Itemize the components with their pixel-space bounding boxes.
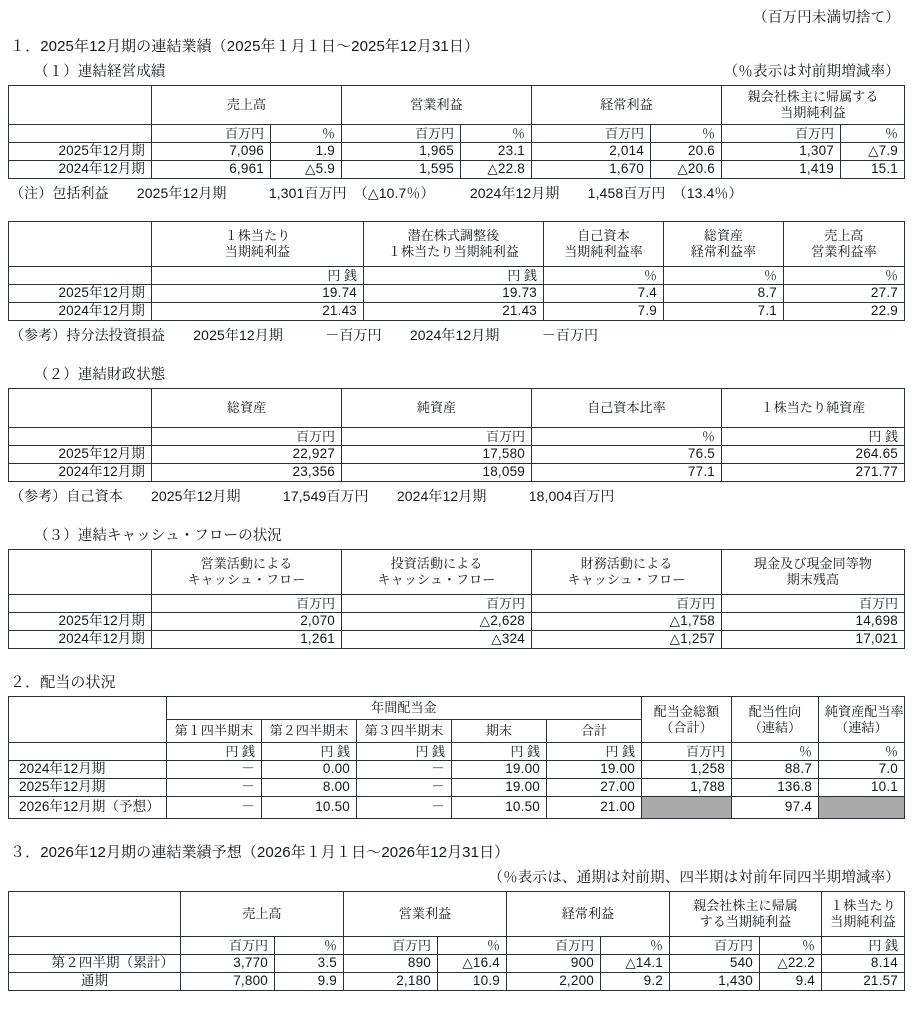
unit-money-np: 百万円 bbox=[670, 937, 760, 955]
cell-np-amount: 1,419 bbox=[722, 161, 841, 179]
cell-np-pct: 9.4 bbox=[760, 973, 822, 991]
unit-row bbox=[9, 937, 905, 955]
cell-operating-cf: 1,261 bbox=[152, 631, 342, 649]
col-header-year-end: 期末 bbox=[452, 720, 547, 743]
table-row bbox=[9, 285, 905, 303]
cell-cash-equivalents: 14,698 bbox=[722, 613, 905, 631]
unit-yen-sen-q3: 円 銭 bbox=[357, 743, 452, 761]
cell-roe: 7.4 bbox=[544, 285, 664, 303]
dividend-table bbox=[8, 696, 905, 819]
table-row bbox=[9, 973, 905, 991]
table-header-row bbox=[9, 389, 905, 428]
col-header-q2-end: 第２四半期末 bbox=[262, 720, 357, 743]
cell-bps: 264.65 bbox=[722, 446, 905, 464]
cell-cash-equivalents: 17,021 bbox=[722, 631, 905, 649]
col-header-net-income-attributable bbox=[722, 86, 905, 125]
col-header-payout-line1: 配当性向 bbox=[748, 703, 802, 719]
cell-year-end-dividend: 10.50 bbox=[452, 797, 547, 819]
cell-q2-dividend: 0.00 bbox=[262, 761, 357, 779]
col-header-eps-line2: 当期純利益 bbox=[224, 244, 291, 259]
financial-position-table bbox=[8, 388, 905, 482]
cell-np-pct: 15.1 bbox=[841, 161, 905, 179]
cell-eps: 21.57 bbox=[822, 973, 905, 991]
cell-roa: 7.1 bbox=[664, 303, 784, 321]
cell-bps: 271.77 bbox=[722, 464, 905, 482]
cell-op-amount: 1,965 bbox=[342, 143, 461, 161]
col-header-total-assets: 総資産 bbox=[152, 389, 342, 428]
cell-ord-pct: 9.2 bbox=[601, 973, 670, 991]
unit-row bbox=[9, 743, 905, 761]
col-header-doe-line2: （連結） bbox=[835, 719, 888, 735]
cell-ord-amount: 2,200 bbox=[507, 973, 601, 991]
row-label: 2025年12月期 bbox=[9, 143, 152, 161]
table-header-row bbox=[9, 892, 905, 937]
cell-opm: 27.7 bbox=[784, 285, 905, 303]
corner-cell bbox=[9, 222, 152, 267]
corner-cell bbox=[9, 389, 152, 428]
col-header-np-line1: 親会社株主に帰属する bbox=[747, 89, 879, 105]
table-row bbox=[9, 631, 905, 649]
table-row bbox=[9, 779, 905, 797]
cell-financing-cf: △1,257 bbox=[532, 631, 722, 649]
col-header-diluted-eps bbox=[364, 222, 544, 267]
col-header-payout-line2: （連結） bbox=[748, 719, 802, 735]
col-header-op-cf-line2: キャッシュ・フロー bbox=[187, 572, 306, 587]
cell-total-assets: 22,927 bbox=[152, 446, 342, 464]
cell-sales-amount: 3,770 bbox=[181, 955, 275, 973]
col-header-roa-line2: 経常利益率 bbox=[690, 244, 757, 259]
cell-total-dividend: 19.00 bbox=[547, 761, 642, 779]
cell-ord-pct: △14.1 bbox=[601, 955, 670, 973]
unit-money-sales: 百万円 bbox=[181, 937, 275, 955]
col-header-inv-cf-line2: キャッシュ・フロー bbox=[377, 572, 496, 587]
cell-net-assets: 18,059 bbox=[342, 464, 532, 482]
unit-yen-sen-total: 円 銭 bbox=[547, 743, 642, 761]
row-label: 2024年12月期 bbox=[9, 631, 152, 649]
unit-row bbox=[9, 595, 905, 613]
cell-sales-pct: 9.9 bbox=[275, 973, 344, 991]
cell-dividend-on-equity: 7.0 bbox=[819, 761, 905, 779]
table-row bbox=[9, 161, 905, 179]
col-header-roa bbox=[664, 222, 784, 267]
equity-method-note: （参考）持分法投資損益 2025年12月期 －百万円 2024年12月期 －百万円 bbox=[10, 327, 599, 343]
unit-money-np: 百万円 bbox=[722, 125, 841, 143]
unit-row-label bbox=[9, 125, 152, 143]
unit-pct-roa: ％ bbox=[664, 267, 784, 285]
corner-cell bbox=[9, 892, 181, 937]
cell-dividend-on-equity-unavailable bbox=[819, 797, 905, 819]
col-header-cash-equivalents bbox=[722, 550, 905, 595]
unit-row-label bbox=[9, 428, 152, 446]
cell-ord-amount: 900 bbox=[507, 955, 601, 973]
col-header-operating-income: 営業利益 bbox=[342, 86, 532, 125]
cell-q1-dividend: － bbox=[167, 761, 262, 779]
section1-sub2-heading: （２）連結財政状態 bbox=[34, 367, 166, 383]
cell-sales-amount: 7,096 bbox=[152, 143, 271, 161]
unit-money-op: 百万円 bbox=[342, 125, 461, 143]
row-label: 2025年12月期 bbox=[9, 779, 167, 797]
section3-heading: ３．2026年12月期の連結業績予想（2026年１月１日～2026年12月31日） bbox=[10, 844, 510, 861]
cell-op-amount: 1,595 bbox=[342, 161, 461, 179]
col-header-inv-cf-line1: 投資活動による bbox=[390, 556, 483, 572]
unit-money-ord: 百万円 bbox=[532, 125, 651, 143]
cell-investing-cf: △2,628 bbox=[342, 613, 532, 631]
unit-money-total-amount: 百万円 bbox=[642, 743, 732, 761]
cell-sales-pct: △5.9 bbox=[271, 161, 342, 179]
col-header-equity-ratio: 自己資本比率 bbox=[532, 389, 722, 428]
rounding-note: （百万円未満切捨て） bbox=[753, 10, 900, 26]
row-label: 2024年12月期 bbox=[9, 303, 152, 321]
unit-money-op-cf: 百万円 bbox=[152, 595, 342, 613]
col-header-op-cf-line1: 営業活動による bbox=[200, 556, 293, 572]
cell-opm: 22.9 bbox=[784, 303, 905, 321]
table-row bbox=[9, 613, 905, 631]
table-header-row-top bbox=[9, 697, 905, 720]
row-label: 2025年12月期 bbox=[9, 446, 152, 464]
cell-op-pct: 10.9 bbox=[438, 973, 507, 991]
cell-roe: 7.9 bbox=[544, 303, 664, 321]
col-header-roe-line1: 自己資本 bbox=[577, 228, 630, 244]
cell-np-amount: 540 bbox=[670, 955, 760, 973]
cell-op-amount: 890 bbox=[344, 955, 438, 973]
col-header-net-income-attributable bbox=[670, 892, 822, 937]
col-header-net-assets: 純資産 bbox=[342, 389, 532, 428]
row-label: 2024年12月期 bbox=[9, 161, 152, 179]
unit-yen-sen-deps: 円 銭 bbox=[364, 267, 544, 285]
col-header-net-sales: 売上高 bbox=[152, 86, 342, 125]
unit-money-fin-cf: 百万円 bbox=[532, 595, 722, 613]
unit-yen-sen-q2: 円 銭 bbox=[262, 743, 357, 761]
col-header-bps: １株当たり純資産 bbox=[722, 389, 905, 428]
per-share-indicators-table bbox=[8, 221, 905, 321]
table-row bbox=[9, 446, 905, 464]
cell-op-pct: △16.4 bbox=[438, 955, 507, 973]
col-header-total: 合計 bbox=[547, 720, 642, 743]
col-header-operating-income: 営業利益 bbox=[344, 892, 507, 937]
unit-pct-np: ％ bbox=[760, 937, 822, 955]
col-header-operating-margin bbox=[784, 222, 905, 267]
table-header-row bbox=[9, 222, 905, 267]
col-header-financing-cf bbox=[532, 550, 722, 595]
col-header-eps bbox=[152, 222, 364, 267]
unit-pct-ord: ％ bbox=[601, 937, 670, 955]
unit-yen-sen-eps: 円 銭 bbox=[152, 267, 364, 285]
col-header-eps-line1: １株当たり bbox=[224, 228, 291, 244]
cell-q3-dividend: － bbox=[357, 779, 452, 797]
col-header-payout-ratio bbox=[732, 697, 819, 743]
cell-total-assets: 23,356 bbox=[152, 464, 342, 482]
section1-sub3-heading: （３）連結キャッシュ・フローの状況 bbox=[34, 528, 282, 544]
cell-ord-pct: 20.6 bbox=[651, 143, 722, 161]
table-header-row bbox=[9, 550, 905, 595]
unit-money-ord: 百万円 bbox=[507, 937, 601, 955]
cell-np-amount: 1,307 bbox=[722, 143, 841, 161]
col-header-eps-line1: １株当たり bbox=[830, 898, 896, 914]
col-header-q1-end: 第１四半期末 bbox=[167, 720, 262, 743]
cell-ord-amount: 2,014 bbox=[532, 143, 651, 161]
unit-row-label bbox=[9, 267, 152, 285]
table-header-row bbox=[9, 86, 905, 125]
unit-pct-ord: ％ bbox=[651, 125, 722, 143]
cell-equity-ratio: 76.5 bbox=[532, 446, 722, 464]
cell-np-pct: △7.9 bbox=[841, 143, 905, 161]
cell-net-assets: 17,580 bbox=[342, 446, 532, 464]
col-header-roe bbox=[544, 222, 664, 267]
cell-total-dividend: 21.00 bbox=[547, 797, 642, 819]
col-header-q3-end: 第３四半期末 bbox=[357, 720, 452, 743]
unit-pct-equity-ratio: ％ bbox=[532, 428, 722, 446]
cell-q3-dividend: － bbox=[357, 797, 452, 819]
col-header-opm-line2: 営業利益率 bbox=[811, 244, 877, 259]
earnings-forecast-table bbox=[8, 891, 905, 991]
corner-cell bbox=[9, 86, 152, 125]
cell-year-end-dividend: 19.00 bbox=[452, 779, 547, 797]
unit-pct-op: ％ bbox=[438, 937, 507, 955]
cell-total-amount: 1,258 bbox=[642, 761, 732, 779]
cell-sales-pct: 3.5 bbox=[275, 955, 344, 973]
unit-pct-doe: ％ bbox=[819, 743, 905, 761]
section1-heading: １．2025年12月期の連結業績（2025年１月１日～2025年12月31日） bbox=[10, 38, 480, 55]
col-header-annual-dividend: 年間配当金 bbox=[167, 697, 642, 720]
unit-yen-sen-bps: 円 銭 bbox=[722, 428, 905, 446]
row-label: 第２四半期（累計） bbox=[9, 955, 181, 973]
corner-cell bbox=[9, 550, 152, 595]
cell-q1-dividend: － bbox=[167, 779, 262, 797]
row-label: 2024年12月期 bbox=[9, 761, 167, 779]
cell-eps: 8.14 bbox=[822, 955, 905, 973]
equity-note: （参考）自己資本 2025年12月期 17,549百万円 2024年12月期 18,004百万円 bbox=[10, 488, 615, 504]
cell-financing-cf: △1,758 bbox=[532, 613, 722, 631]
cell-eps: 21.43 bbox=[152, 303, 364, 321]
col-header-total-amount-line2: （合計） bbox=[660, 719, 713, 735]
unit-row-label bbox=[9, 937, 181, 955]
col-header-ordinary-income: 経常利益 bbox=[507, 892, 670, 937]
cell-equity-ratio: 77.1 bbox=[532, 464, 722, 482]
unit-money-inv-cf: 百万円 bbox=[342, 595, 532, 613]
col-header-np-line2: する当期純利益 bbox=[699, 914, 792, 929]
unit-row-label bbox=[9, 595, 152, 613]
table-row bbox=[9, 143, 905, 161]
unit-row bbox=[9, 428, 905, 446]
section1-sub1-heading: （１）連結経営成績 bbox=[34, 64, 166, 80]
cash-flow-table bbox=[8, 549, 905, 649]
col-header-roe-line2: 当期純利益率 bbox=[564, 244, 643, 259]
unit-pct-opm: ％ bbox=[784, 267, 905, 285]
col-header-cash-line2: 期末残高 bbox=[786, 572, 840, 587]
table-row-forecast bbox=[9, 797, 905, 819]
cell-q3-dividend: － bbox=[357, 761, 452, 779]
cell-operating-cf: 2,070 bbox=[152, 613, 342, 631]
unit-row bbox=[9, 267, 905, 285]
col-header-net-sales: 売上高 bbox=[181, 892, 344, 937]
cell-sales-amount: 7,800 bbox=[181, 973, 275, 991]
cell-q1-dividend: － bbox=[167, 797, 262, 819]
col-header-fin-cf-line1: 財務活動による bbox=[580, 556, 673, 572]
unit-pct-np: ％ bbox=[841, 125, 905, 143]
col-header-eps bbox=[822, 892, 905, 937]
col-header-eps-line2: 当期純利益 bbox=[830, 914, 896, 929]
table-row bbox=[9, 303, 905, 321]
unit-pct-roe: ％ bbox=[544, 267, 664, 285]
cell-roa: 8.7 bbox=[664, 285, 784, 303]
cell-diluted-eps: 19.73 bbox=[364, 285, 544, 303]
col-header-deps-line1: 潜在株式調整後 bbox=[407, 228, 500, 244]
cell-eps: 19.74 bbox=[152, 285, 364, 303]
cell-payout-ratio: 136.8 bbox=[732, 779, 819, 797]
unit-money-cash: 百万円 bbox=[722, 595, 905, 613]
col-header-deps-line2: １株当たり当期純利益 bbox=[387, 244, 519, 259]
unit-yen-sen-eps: 円 銭 bbox=[822, 937, 905, 955]
cell-op-pct: △22.8 bbox=[461, 161, 532, 179]
table-row bbox=[9, 761, 905, 779]
col-header-cash-line1: 現金及び現金同等物 bbox=[754, 556, 872, 572]
cell-q2-dividend: 8.00 bbox=[262, 779, 357, 797]
cell-total-amount: 1,788 bbox=[642, 779, 732, 797]
cell-op-pct: 23.1 bbox=[461, 143, 532, 161]
cell-total-amount-unavailable bbox=[642, 797, 732, 819]
comprehensive-income-note: （注）包括利益 2025年12月期 1,301百万円 （△10.7％） 2024年12月期 1,458百万円 （13.4％） bbox=[10, 185, 743, 201]
unit-yen-sen-year-end: 円 銭 bbox=[452, 743, 547, 761]
consolidated-results-table bbox=[8, 85, 905, 179]
unit-row bbox=[9, 125, 905, 143]
cell-sales-pct: 1.9 bbox=[271, 143, 342, 161]
row-label: 2025年12月期 bbox=[9, 613, 152, 631]
cell-q2-dividend: 10.50 bbox=[262, 797, 357, 819]
row-label: 2024年12月期 bbox=[9, 464, 152, 482]
cell-payout-ratio: 88.7 bbox=[732, 761, 819, 779]
cell-dividend-on-equity: 10.1 bbox=[819, 779, 905, 797]
unit-pct-sales: ％ bbox=[275, 937, 344, 955]
unit-pct-op: ％ bbox=[461, 125, 532, 143]
unit-yen-sen-q1: 円 銭 bbox=[167, 743, 262, 761]
col-header-total-dividends bbox=[642, 697, 732, 743]
corner-cell bbox=[9, 697, 167, 743]
col-header-investing-cf bbox=[342, 550, 532, 595]
cell-op-amount: 2,180 bbox=[344, 973, 438, 991]
section3-pct-note: （％表示は、通期は対前期、四半期は対前年同四半期増減率） bbox=[488, 870, 900, 886]
cell-np-amount: 1,430 bbox=[670, 973, 760, 991]
col-header-ordinary-income: 経常利益 bbox=[532, 86, 722, 125]
unit-money-op: 百万円 bbox=[344, 937, 438, 955]
cell-sales-amount: 6,961 bbox=[152, 161, 271, 179]
col-header-roa-line1: 総資産 bbox=[703, 228, 744, 244]
col-header-doe-line1: 純資産配当率 bbox=[825, 703, 904, 719]
cell-ord-pct: △20.6 bbox=[651, 161, 722, 179]
row-label: 2025年12月期 bbox=[9, 285, 152, 303]
unit-money-total-assets: 百万円 bbox=[152, 428, 342, 446]
cell-ord-amount: 1,670 bbox=[532, 161, 651, 179]
unit-row-label bbox=[9, 743, 167, 761]
unit-pct-sales: ％ bbox=[271, 125, 342, 143]
cell-diluted-eps: 21.43 bbox=[364, 303, 544, 321]
cell-year-end-dividend: 19.00 bbox=[452, 761, 547, 779]
col-header-total-amount-line1: 配当金総額 bbox=[653, 703, 720, 719]
row-label: 通期 bbox=[9, 973, 181, 991]
row-label-forecast: 2026年12月期（予想） bbox=[9, 797, 167, 819]
unit-pct-payout: ％ bbox=[732, 743, 819, 761]
unit-money-net-assets: 百万円 bbox=[342, 428, 532, 446]
cell-total-dividend: 27.00 bbox=[547, 779, 642, 797]
cell-payout-ratio: 97.4 bbox=[732, 797, 819, 819]
section2-heading: ２．配当の状況 bbox=[10, 674, 116, 691]
col-header-opm-line1: 売上高 bbox=[824, 228, 864, 244]
col-header-dividend-on-equity bbox=[819, 697, 905, 743]
table-row bbox=[9, 464, 905, 482]
col-header-np-line1: 親会社株主に帰属 bbox=[693, 898, 798, 914]
cell-np-pct: △22.2 bbox=[760, 955, 822, 973]
cell-investing-cf: △324 bbox=[342, 631, 532, 649]
col-header-fin-cf-line2: キャッシュ・フロー bbox=[567, 572, 686, 587]
table-row bbox=[9, 955, 905, 973]
unit-money-sales: 百万円 bbox=[152, 125, 271, 143]
col-header-np-line2: 当期純利益 bbox=[780, 105, 846, 120]
col-header-operating-cf bbox=[152, 550, 342, 595]
section1-pct-note: （％表示は対前期増減率） bbox=[723, 64, 900, 80]
